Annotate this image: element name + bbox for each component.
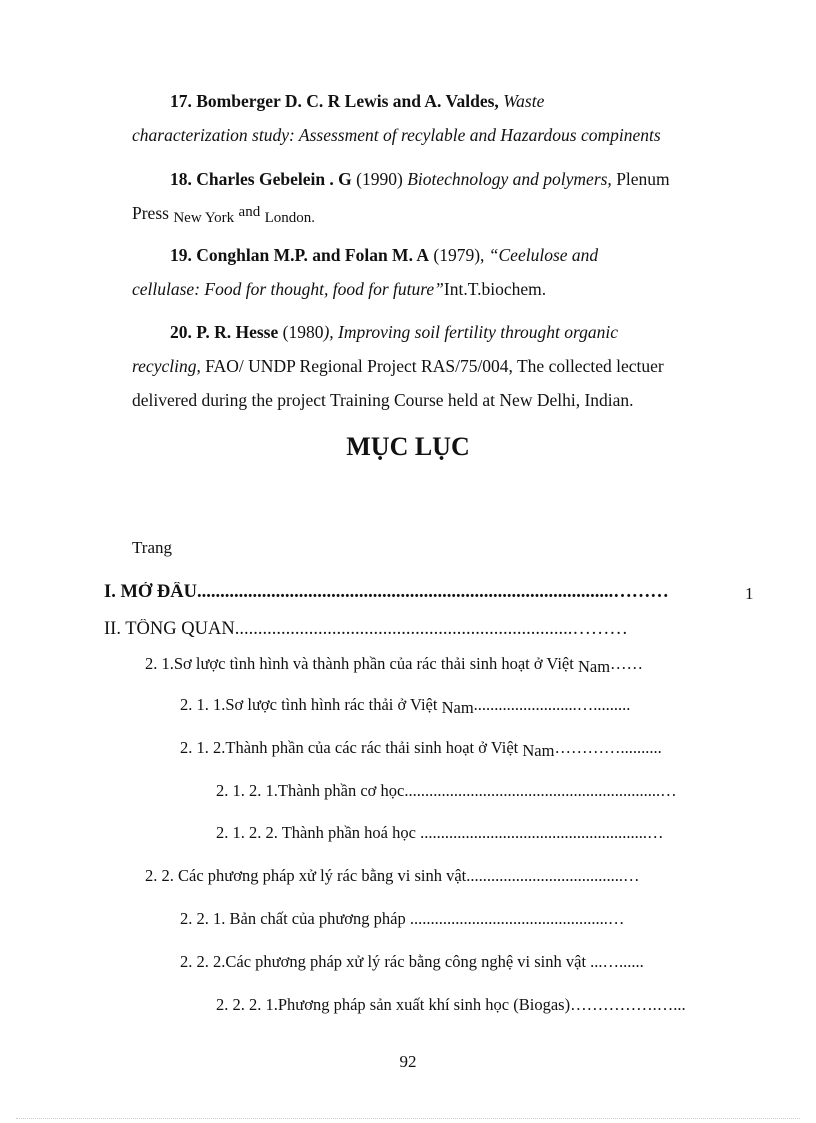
ref-20-author: P. R. Hesse — [196, 322, 279, 342]
ref-19-author: Conghlan M.P. and Folan M. A — [196, 245, 429, 265]
ref-18-author: Charles Gebelein . G — [196, 169, 352, 189]
ref-19-year: (1979), — [433, 245, 485, 265]
toc-entry-dots: …… — [610, 654, 644, 673]
toc-entry-2-2[interactable] — [145, 866, 703, 886]
toc-entry-label: 2. 2. 2. 1.Phương pháp sản xuất khí sinh học (Biogas) — [216, 995, 571, 1014]
toc-entry-tail: Nam — [522, 741, 555, 758]
ref-17-title-part1: Waste — [503, 91, 545, 111]
ref-19-title-part1: “Ceelulose and — [488, 245, 599, 265]
ref-17-title-part2: characterization study: Assessment of recylable and Hazardous compinents — [132, 125, 661, 145]
reference-19 — [132, 238, 712, 306]
ref-18-london: London. — [264, 210, 316, 226]
toc-entry-dots: .........................................................................……… — [234, 619, 628, 639]
ref-20-delivery: delivered during the project Training Course held at New Delhi, Indian. — [132, 390, 634, 410]
toc-entry-dots: …………….…... — [570, 995, 686, 1014]
ref-18-and: and — [238, 204, 261, 220]
toc-entry-2-1-2[interactable] — [180, 738, 702, 758]
toc-entry-mo-dau[interactable] — [104, 582, 684, 603]
toc-page-number: 1 — [745, 584, 754, 603]
ref-19-number: 19. — [170, 245, 192, 265]
toc-entry-label: 2. 2. 2.Các phương pháp xử lý rác bằng công nghệ vi sinh vật — [180, 952, 591, 971]
ref-20-number: 20. — [170, 322, 192, 342]
toc-entry-label: I. MỞ ĐẦU — [104, 582, 198, 602]
toc-entry-2-1[interactable] — [145, 654, 705, 674]
ref-17-number: 17. — [170, 91, 192, 111]
toc-entry-label: 2. 1. 2. 2. Thành phần hoá học — [216, 823, 421, 842]
page-border-divider — [16, 1118, 800, 1119]
ref-20-title-part2: recycling — [132, 356, 197, 376]
ref-20-year: (1980 — [282, 322, 324, 342]
toc-entry-tail: Nam — [441, 698, 474, 715]
toc-entry-2-2-2[interactable] — [180, 952, 703, 972]
ref-20-publisher: , FAO/ UNDP Regional Project RAS/75/004, The collected lectuer — [196, 356, 664, 376]
reference-20 — [132, 315, 712, 417]
toc-entry-label: 2. 1. 1.Sơ lược tình hình rác thải ở Việt — [180, 695, 442, 714]
reference-17 — [132, 84, 712, 152]
ref-19-title-part2: cellulase: Food for thought, food for future” — [132, 279, 444, 299]
toc-title: MỤC LỤC — [346, 432, 470, 461]
toc-entry-label: 2. 1. 2. 1.Thành phần cơ học — [216, 781, 405, 800]
ref-18-title: Biotechnology and polymers, — [407, 169, 612, 189]
toc-entry-2-1-2-2[interactable] — [216, 823, 711, 843]
toc-entry-dots: ..............................................................… — [404, 781, 677, 800]
toc-entry-label: 2. 2. 1. Bản chất của phương pháp — [180, 909, 410, 928]
toc-entry-dots: ......................................… — [466, 866, 640, 885]
ref-18-press: Press — [132, 203, 169, 223]
toc-entry-2-2-2-1[interactable] — [216, 995, 708, 1015]
toc-entry-label: 2. 2. Các phương pháp xử lý rác bằng vi sinh vật — [145, 866, 467, 885]
toc-entry-tail: Nam — [577, 657, 611, 674]
ref-17-author: Bomberger D. C. R Lewis and A. Valdes, — [196, 91, 499, 111]
toc-entry-2-2-1[interactable] — [180, 909, 703, 929]
reference-18 — [132, 162, 712, 232]
toc-entry-2-1-1[interactable] — [180, 695, 705, 715]
ref-19-journal: Int.T.biochem. — [443, 279, 547, 299]
ref-18-year: (1990) — [356, 169, 403, 189]
toc-entry-dots: .......................................................… — [420, 823, 664, 842]
toc-entry-dots: ..........................................................................................……… — [197, 582, 669, 602]
toc-entry-label: 2. 1. 2.Thành phần của các rác thải sinh hoạt ở Việt — [180, 738, 523, 757]
toc-entry-dots: ...…...... — [590, 952, 644, 971]
ref-18-city: New York — [173, 210, 235, 226]
toc-entry-2-1-2-1[interactable] — [216, 781, 706, 801]
ref-18-publisher: Plenum — [616, 169, 670, 189]
toc-entry-label: II. TỔNG QUAN — [104, 619, 235, 639]
toc-entry-dots: ………….......... — [554, 738, 662, 757]
ref-18-number: 18. — [170, 169, 192, 189]
toc-entry-dots: .........................…......... — [473, 695, 631, 714]
trang-label: Trang — [132, 538, 172, 557]
toc-entry-tong-quan[interactable] — [104, 619, 679, 640]
toc-entry-dots: ................................................… — [409, 909, 625, 928]
page-number: 92 — [399, 1052, 417, 1071]
ref-20-title-part1: ), Improving soil fertility throught organic — [323, 322, 619, 342]
toc-entry-label: 2. 1.Sơ lược tình hình và thành phần của rác thải sinh hoạt ở Việt — [145, 654, 578, 673]
